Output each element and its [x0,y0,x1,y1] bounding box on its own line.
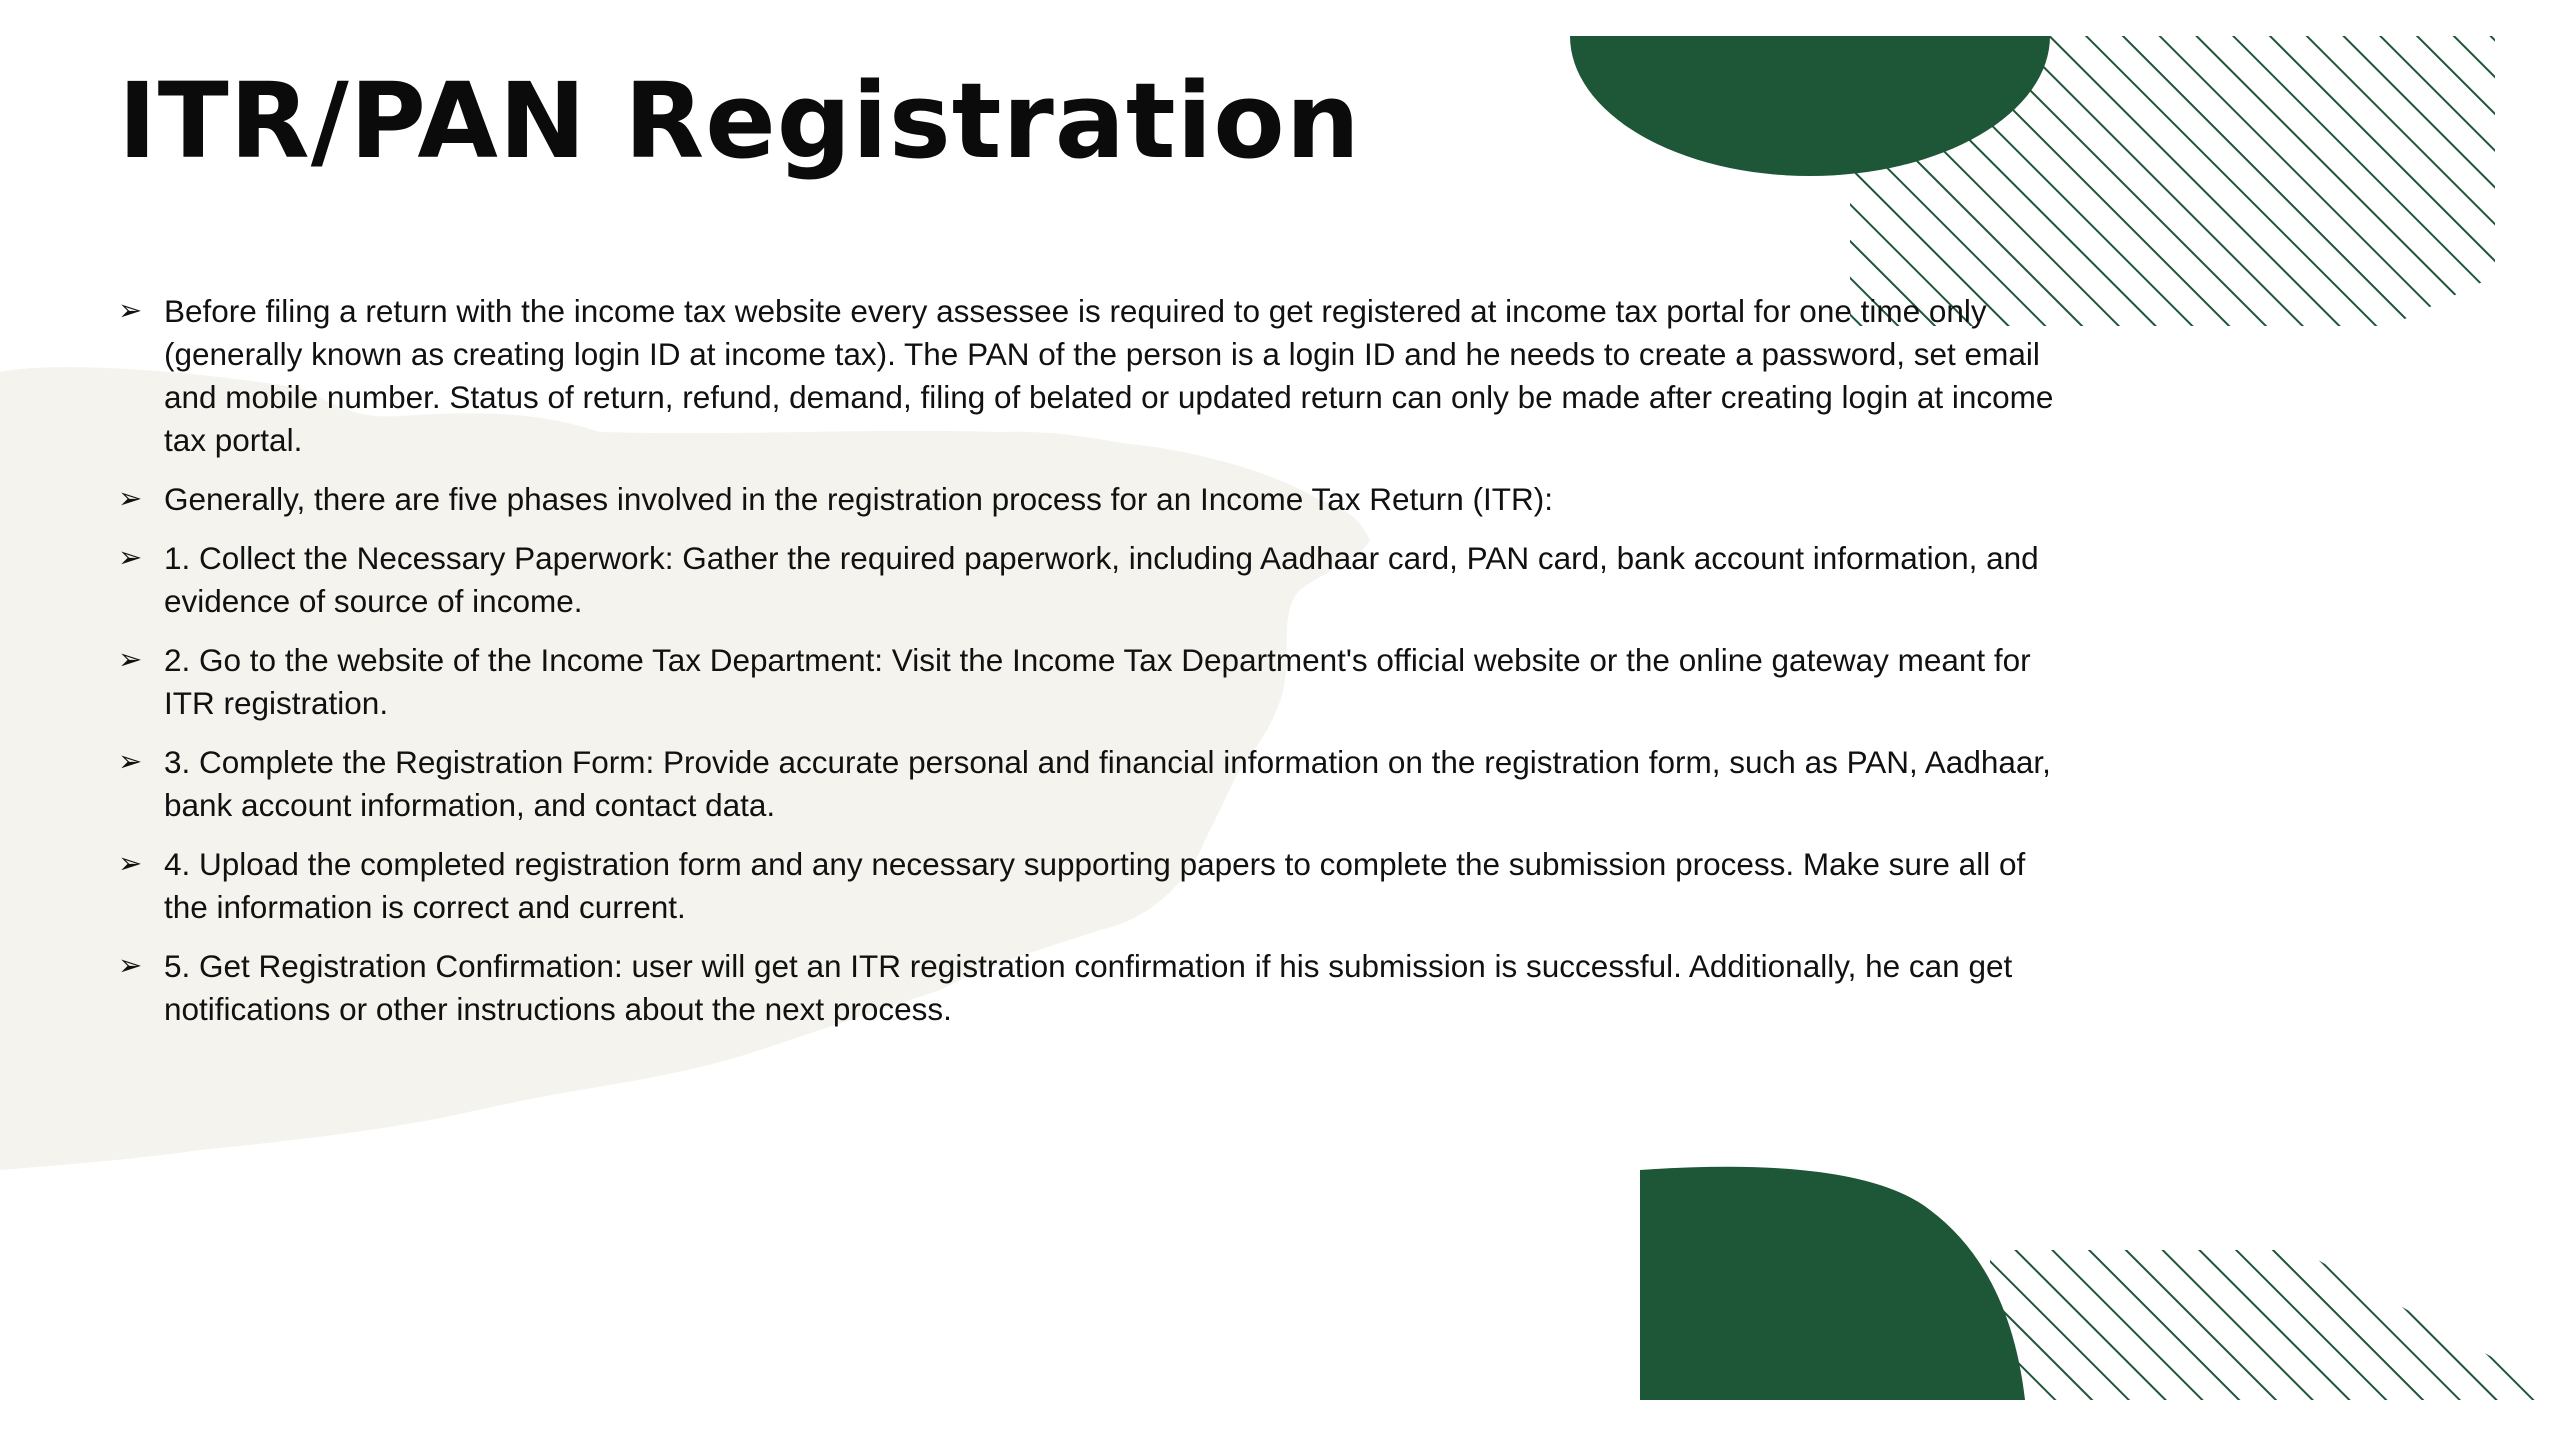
list-item [118,537,2068,623]
bullet-list [118,290,2068,1047]
bullet-text: Before filing a return with the income tax website every assessee is required to get registered at income tax portal for one time only (generally known as creating login ID at income tax). The PAN of the person is a login ID and he needs to create a password, set email and mobile number. Status of return, refund, demand, filing of belated or updated return can only be made after creating login at income tax portal. [164,293,2054,458]
quarter-circle-shape [1640,1167,2025,1400]
bullet-text: 2. Go to the website of the Income Tax Department: Visit the Income Tax Department's official website or the online gateway meant for ITR registration. [164,642,2031,721]
bullet-text: 1. Collect the Necessary Paperwork: Gather the required paperwork, including Aadhaar card, PAN card, bank account information, and evidence of source of income. [164,540,2039,619]
list-item [118,478,2068,521]
bullet-text: 5. Get Registration Confirmation: user will get an ITR registration confirmation if his submission is successful. Additionally, he can get notifications or other instructions about the next process. [164,948,2013,1027]
arrowhead-bullet-icon: ➢ [118,950,143,982]
bullet-text: 3. Complete the Registration Form: Provide accurate personal and financial information on the registration form, such as PAN, Aadhaar, bank account information, and contact data. [164,744,2051,823]
list-item [118,945,2068,1031]
arrowhead-bullet-icon: ➢ [118,295,143,327]
arrowhead-bullet-icon: ➢ [118,848,143,880]
slide-title: ITR/PAN Registration [118,60,1361,182]
list-item [118,639,2068,725]
list-item [118,290,2068,462]
hatched-pattern [1970,1240,2560,1400]
list-item [118,843,2068,929]
bullet-text: Generally, there are five phases involved in the registration process for an Income Tax Return (ITR): [164,481,1553,517]
arrowhead-bullet-icon: ➢ [118,542,143,574]
top-right-decoration [1570,36,2510,326]
bottom-right-decoration [1630,1160,2560,1400]
arrowhead-bullet-icon: ➢ [118,644,143,676]
bullet-text: 4. Upload the completed registration form and any necessary supporting papers to complete the submission process. Make sure all of the information is correct and current. [164,846,2026,925]
arrowhead-bullet-icon: ➢ [118,483,143,515]
arrowhead-bullet-icon: ➢ [118,746,143,778]
list-item [118,741,2068,827]
